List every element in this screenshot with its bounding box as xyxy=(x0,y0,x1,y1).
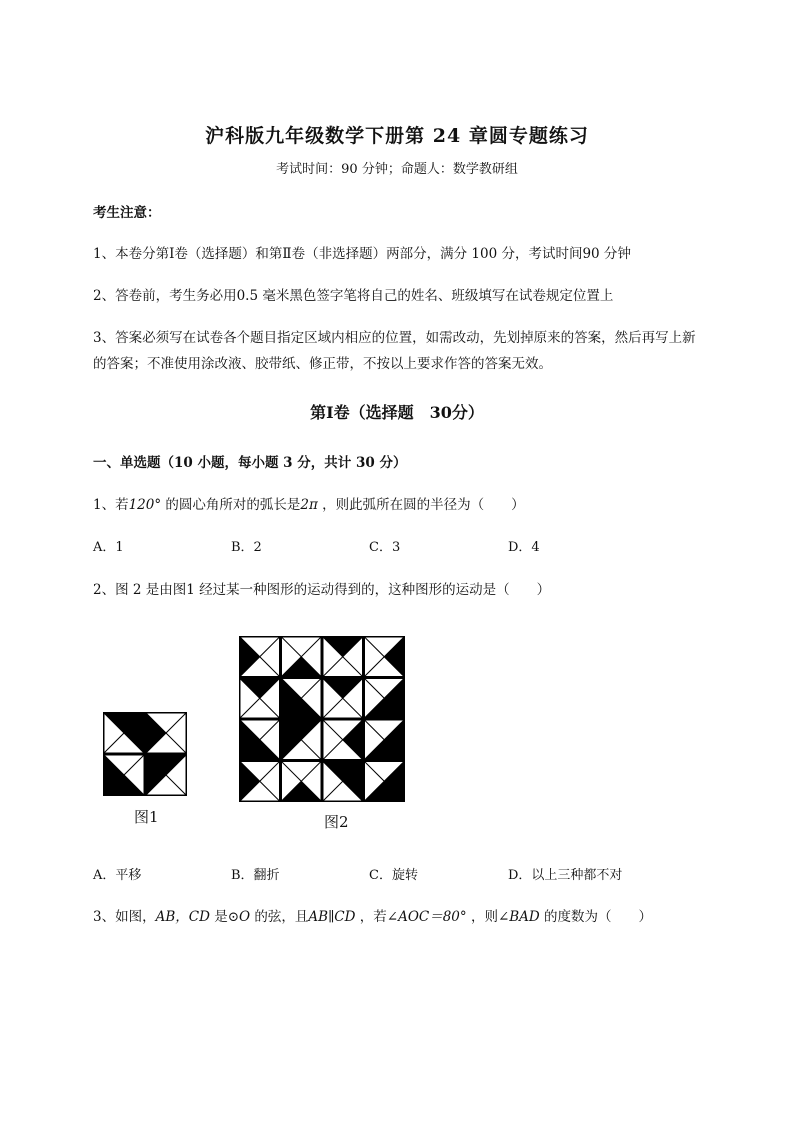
q1-option-c[interactable]: C．3 xyxy=(369,540,401,555)
q1-mid: 的圆心角所对的弧长是 xyxy=(161,497,301,513)
notice-item-3-cont: 的答案；不准使用涂改液、胶带纸、修正带，不按以上要求作答的答案无效。 xyxy=(93,356,552,372)
fig2-black-triangle xyxy=(322,636,364,657)
question-2: 2、图 2 是由图1 经过某一种图形的运动得到的，这种图形的运动是（ ） xyxy=(93,582,551,598)
notice-item-2: 2、答卷前，考生务必用0.5 毫米黑色签字笔将自己的姓名、班级填写在试卷规定位置上 xyxy=(93,288,614,304)
q2-option-a[interactable]: A．平移 xyxy=(93,868,142,883)
fig2-black-triangle xyxy=(239,678,281,699)
q3-o: O xyxy=(239,909,251,925)
question-3 xyxy=(93,905,652,925)
q2-option-b[interactable]: B．翻折 xyxy=(231,868,280,883)
question-1 xyxy=(93,493,525,513)
figure-2 xyxy=(239,636,405,802)
q3-mid2: 的弦，且 xyxy=(250,909,309,925)
q3-ab-cd: AB，CD xyxy=(155,909,210,925)
q3-prefix: 3、如图， xyxy=(93,909,156,925)
page-title: 沪科版九年级数学下册第 24 章圆专题练习 xyxy=(205,125,589,147)
fig2-black-triangle xyxy=(239,636,260,678)
fig2-black-triangle xyxy=(322,678,364,699)
q1-prefix: 1、若 xyxy=(93,497,129,513)
fig2-black-triangle xyxy=(343,719,364,761)
figure-2-label: 图2 xyxy=(324,813,349,831)
q3-suffix: 的度数为（ ） xyxy=(539,909,653,925)
fig1-black-triangle xyxy=(145,712,166,754)
q2-options xyxy=(93,864,693,884)
q2-option-c[interactable]: C．旋转 xyxy=(369,868,418,883)
q3-mid1: 是⊙ xyxy=(209,909,240,925)
q1-arc: 2π xyxy=(300,497,318,513)
q1-option-b[interactable]: B．2 xyxy=(231,540,262,555)
notice-item-3: 3、答案必须写在试卷各个题目指定区域内相应的位置，如需改动，先划掉原来的答案，然后再写上新 xyxy=(93,330,696,346)
q1-option-a[interactable]: A．1 xyxy=(93,540,124,555)
q1-option-d[interactable]: D．4 xyxy=(508,540,540,555)
q3-mid4: ，则 xyxy=(466,909,498,925)
q2-option-d[interactable]: D．以上三种都不对 xyxy=(508,868,623,883)
figure-1-label: 图1 xyxy=(134,808,159,826)
fig2-black-triangle xyxy=(239,761,260,803)
fig2-black-triangle xyxy=(281,781,323,802)
notice-heading: 考生注意： xyxy=(93,205,161,221)
notice-item-1: 1、本卷分第Ⅰ卷（选择题）和第Ⅱ卷（非选择题）两部分，满分 100 分，考试时间90 分钟 xyxy=(93,246,631,262)
q3-mid3: ，若 xyxy=(355,909,387,925)
q3-angle-aoc: ∠AOC＝80° xyxy=(386,909,467,925)
exam-subtitle: 考试时间：90 分钟；命题人：数学教研组 xyxy=(276,162,518,177)
figure-1 xyxy=(103,712,187,796)
part-heading: 一、单选题（10 小题，每小题 3 分，共计 30 分） xyxy=(93,455,407,471)
fig2-black-triangle xyxy=(384,636,405,678)
q1-angle: 120° xyxy=(128,497,162,513)
q3-angle-bad: ∠BAD xyxy=(497,909,540,925)
q1-suffix: ，则此弧所在圆的半径为（ ） xyxy=(317,497,525,513)
fig2-black-triangle xyxy=(281,657,323,678)
section-title: 第Ⅰ卷（选择题 30分） xyxy=(310,403,484,422)
q3-parallel: AB∥CD xyxy=(308,909,356,925)
q1-options xyxy=(93,536,693,556)
